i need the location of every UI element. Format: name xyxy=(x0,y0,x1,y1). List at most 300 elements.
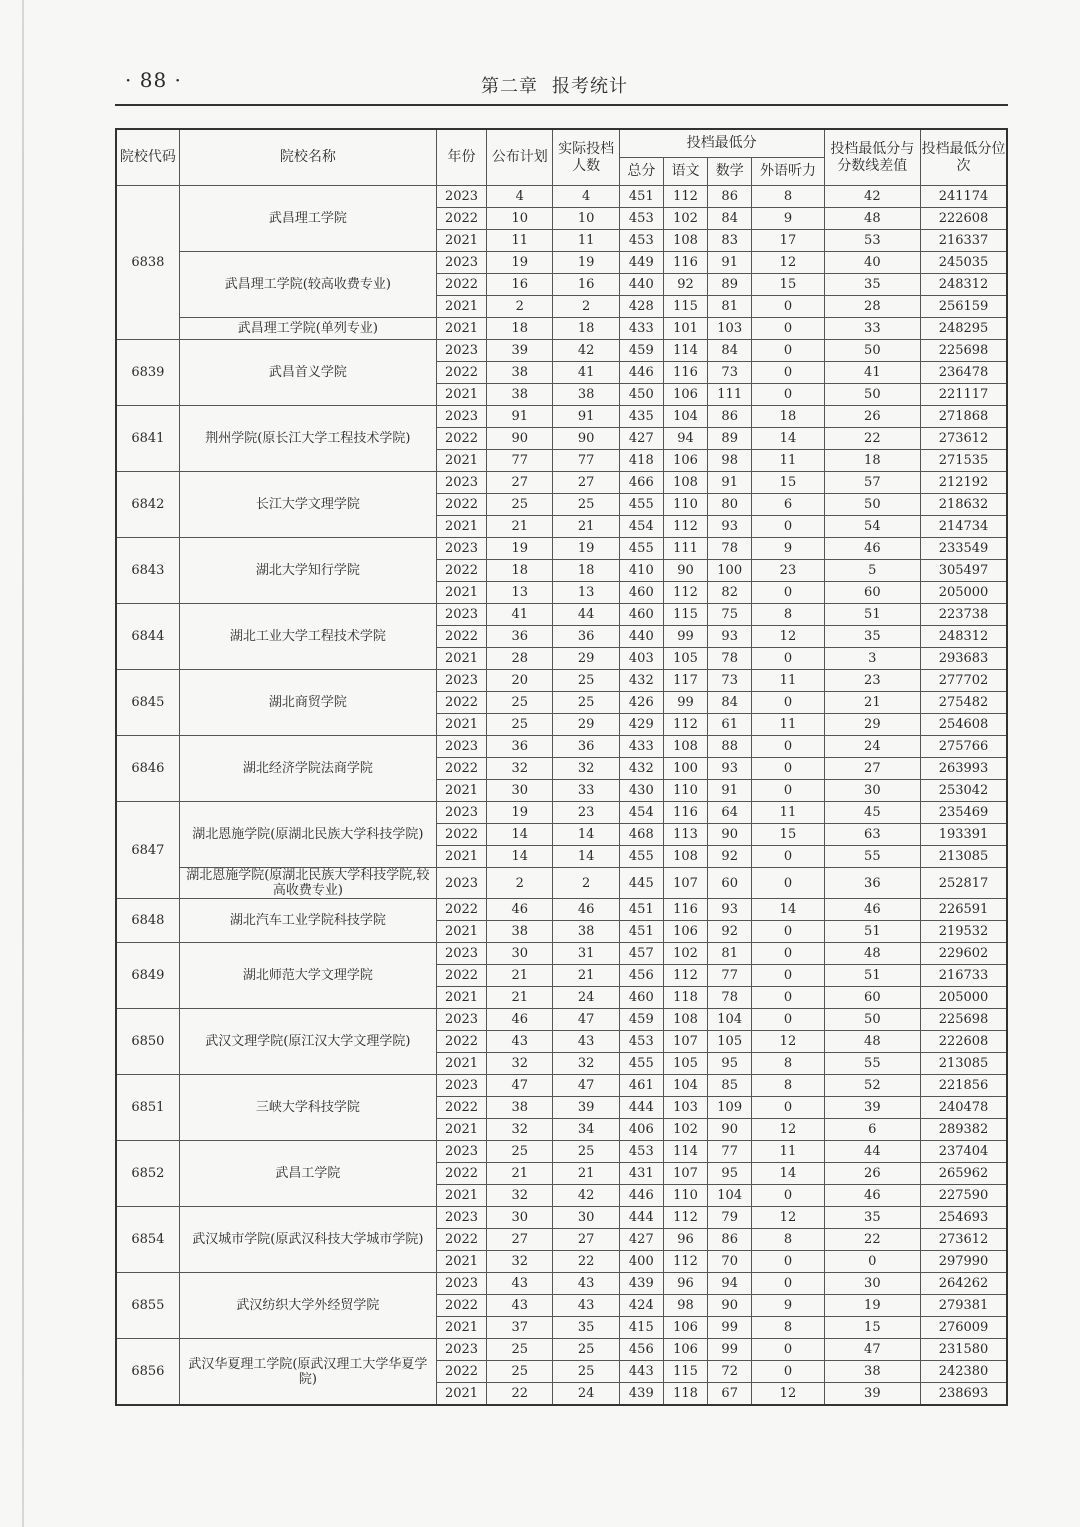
cell-total: 443 xyxy=(619,1361,663,1383)
cell-total: 451 xyxy=(619,899,663,921)
cell-rank: 213085 xyxy=(921,1053,1007,1075)
cell-math: 78 xyxy=(708,987,752,1009)
cell-rank: 293683 xyxy=(921,648,1007,670)
cell-plan: 36 xyxy=(487,736,553,758)
table-row xyxy=(116,318,1007,340)
cell-rank: 276009 xyxy=(921,1317,1007,1339)
table-row xyxy=(116,1207,1007,1229)
cell-year: 2022 xyxy=(436,965,486,987)
cell-chinese: 106 xyxy=(663,921,707,943)
cell-rank: 265962 xyxy=(921,1163,1007,1185)
cell-year: 2023 xyxy=(436,472,486,494)
cell-chinese: 105 xyxy=(663,648,707,670)
cell-math: 90 xyxy=(708,824,752,846)
cell-chinese: 104 xyxy=(663,1075,707,1097)
school-name: 湖北汽车工业学院科技学院 xyxy=(179,899,436,943)
school-name: 湖北大学知行学院 xyxy=(179,538,436,604)
school-code: 6838 xyxy=(116,186,179,340)
cell-total: 426 xyxy=(619,692,663,714)
cell-rank: 223738 xyxy=(921,604,1007,626)
school-code: 6852 xyxy=(116,1141,179,1207)
cell-total: 453 xyxy=(619,1141,663,1163)
cell-math: 92 xyxy=(708,921,752,943)
cell-listening: 0 xyxy=(752,736,824,758)
cell-year: 2021 xyxy=(436,846,486,868)
cell-chinese: 118 xyxy=(663,987,707,1009)
cell-math: 72 xyxy=(708,1361,752,1383)
cell-year: 2021 xyxy=(436,516,486,538)
cell-plan: 32 xyxy=(487,1053,553,1075)
cell-year: 2023 xyxy=(436,670,486,692)
cell-listening: 14 xyxy=(752,1163,824,1185)
cell-chinese: 116 xyxy=(663,362,707,384)
cell-plan: 41 xyxy=(487,604,553,626)
cell-chinese: 107 xyxy=(663,1031,707,1053)
cell-chinese: 111 xyxy=(663,538,707,560)
cell-listening: 0 xyxy=(752,965,824,987)
cell-total: 459 xyxy=(619,1009,663,1031)
cell-rank: 275482 xyxy=(921,692,1007,714)
cell-plan: 11 xyxy=(487,230,553,252)
cell-diff: 26 xyxy=(824,1163,920,1185)
cell-year: 2021 xyxy=(436,384,486,406)
cell-total: 454 xyxy=(619,802,663,824)
cell-diff: 3 xyxy=(824,648,920,670)
cell-rank: 256159 xyxy=(921,296,1007,318)
cell-year: 2022 xyxy=(436,1163,486,1185)
cell-actual: 27 xyxy=(553,472,619,494)
cell-rank: 273612 xyxy=(921,428,1007,450)
cell-diff: 29 xyxy=(824,714,920,736)
cell-rank: 222608 xyxy=(921,1031,1007,1053)
cell-actual: 36 xyxy=(553,626,619,648)
cell-plan: 38 xyxy=(487,384,553,406)
cell-actual: 90 xyxy=(553,428,619,450)
cell-listening: 12 xyxy=(752,1031,824,1053)
cell-diff: 21 xyxy=(824,692,920,714)
cell-total: 451 xyxy=(619,921,663,943)
cell-total: 456 xyxy=(619,1339,663,1361)
cell-plan: 25 xyxy=(487,1141,553,1163)
cell-math: 88 xyxy=(708,736,752,758)
cell-total: 455 xyxy=(619,846,663,868)
cell-diff: 22 xyxy=(824,1229,920,1251)
cell-rank: 305497 xyxy=(921,560,1007,582)
cell-plan: 43 xyxy=(487,1295,553,1317)
cell-total: 457 xyxy=(619,943,663,965)
cell-diff: 6 xyxy=(824,1119,920,1141)
cell-diff: 50 xyxy=(824,340,920,362)
cell-math: 79 xyxy=(708,1207,752,1229)
cell-plan: 19 xyxy=(487,802,553,824)
cell-year: 2021 xyxy=(436,921,486,943)
cell-listening: 9 xyxy=(752,1295,824,1317)
cell-total: 433 xyxy=(619,318,663,340)
cell-plan: 30 xyxy=(487,780,553,802)
cell-diff: 27 xyxy=(824,758,920,780)
cell-chinese: 114 xyxy=(663,1141,707,1163)
cell-math: 93 xyxy=(708,899,752,921)
table-row xyxy=(116,604,1007,626)
cell-chinese: 108 xyxy=(663,736,707,758)
cell-math: 95 xyxy=(708,1053,752,1075)
cell-chinese: 112 xyxy=(663,186,707,208)
page-header xyxy=(115,66,1008,106)
cell-chinese: 102 xyxy=(663,1119,707,1141)
cell-plan: 39 xyxy=(487,340,553,362)
cell-chinese: 112 xyxy=(663,516,707,538)
cell-math: 84 xyxy=(708,692,752,714)
table-row xyxy=(116,868,1007,899)
cell-chinese: 100 xyxy=(663,758,707,780)
cell-diff: 26 xyxy=(824,406,920,428)
cell-plan: 47 xyxy=(487,1075,553,1097)
cell-total: 440 xyxy=(619,274,663,296)
cell-year: 2023 xyxy=(436,252,486,274)
cell-listening: 0 xyxy=(752,1273,824,1295)
table-row xyxy=(116,899,1007,921)
cell-rank: 237404 xyxy=(921,1141,1007,1163)
cell-rank: 253042 xyxy=(921,780,1007,802)
cell-math: 61 xyxy=(708,714,752,736)
binding-edge xyxy=(22,0,24,1527)
cell-year: 2021 xyxy=(436,987,486,1009)
cell-rank: 212192 xyxy=(921,472,1007,494)
cell-chinese: 115 xyxy=(663,1361,707,1383)
cell-year: 2023 xyxy=(436,943,486,965)
school-name: 湖北恩施学院(原湖北民族大学科技学院,较高收费专业) xyxy=(179,868,436,899)
cell-plan: 4 xyxy=(487,186,553,208)
cell-math: 89 xyxy=(708,274,752,296)
cell-rank: 225698 xyxy=(921,340,1007,362)
cell-rank: 271868 xyxy=(921,406,1007,428)
cell-diff: 46 xyxy=(824,538,920,560)
cell-actual: 19 xyxy=(553,252,619,274)
cell-rank: 252817 xyxy=(921,868,1007,899)
cell-math: 84 xyxy=(708,208,752,230)
cell-rank: 248295 xyxy=(921,318,1007,340)
cell-rank: 222608 xyxy=(921,208,1007,230)
cell-rank: 221856 xyxy=(921,1075,1007,1097)
school-code: 6839 xyxy=(116,340,179,406)
cell-listening: 8 xyxy=(752,1075,824,1097)
cell-rank: 205000 xyxy=(921,987,1007,1009)
cell-actual: 31 xyxy=(553,943,619,965)
cell-total: 446 xyxy=(619,1185,663,1207)
cell-listening: 9 xyxy=(752,208,824,230)
school-code: 6850 xyxy=(116,1009,179,1075)
cell-total: 444 xyxy=(619,1207,663,1229)
school-code: 6855 xyxy=(116,1273,179,1339)
cell-year: 2023 xyxy=(436,736,486,758)
cell-rank: 242380 xyxy=(921,1361,1007,1383)
cell-math: 73 xyxy=(708,362,752,384)
cell-listening: 0 xyxy=(752,1339,824,1361)
school-code: 6843 xyxy=(116,538,179,604)
cell-actual: 43 xyxy=(553,1031,619,1053)
table-body xyxy=(116,186,1007,1406)
cell-rank: 275766 xyxy=(921,736,1007,758)
cell-diff: 52 xyxy=(824,1075,920,1097)
cell-diff: 45 xyxy=(824,802,920,824)
cell-year: 2021 xyxy=(436,1251,486,1273)
cell-listening: 0 xyxy=(752,921,824,943)
cell-total: 454 xyxy=(619,516,663,538)
cell-math: 70 xyxy=(708,1251,752,1273)
cell-diff: 50 xyxy=(824,384,920,406)
cell-actual: 47 xyxy=(553,1075,619,1097)
chapter-label: 第二章 xyxy=(481,76,538,97)
table-row xyxy=(116,736,1007,758)
cell-chinese: 90 xyxy=(663,560,707,582)
school-code: 6845 xyxy=(116,670,179,736)
cell-diff: 46 xyxy=(824,899,920,921)
cell-listening: 15 xyxy=(752,472,824,494)
cell-chinese: 98 xyxy=(663,1295,707,1317)
cell-listening: 11 xyxy=(752,450,824,472)
cell-plan: 21 xyxy=(487,516,553,538)
cell-plan: 25 xyxy=(487,1339,553,1361)
cell-rank: 254608 xyxy=(921,714,1007,736)
cell-year: 2022 xyxy=(436,362,486,384)
cell-diff: 0 xyxy=(824,1251,920,1273)
cell-math: 89 xyxy=(708,428,752,450)
cell-math: 73 xyxy=(708,670,752,692)
cell-chinese: 112 xyxy=(663,1207,707,1229)
cell-actual: 19 xyxy=(553,538,619,560)
cell-rank: 236478 xyxy=(921,362,1007,384)
cell-actual: 34 xyxy=(553,1119,619,1141)
cell-chinese: 116 xyxy=(663,252,707,274)
cell-chinese: 106 xyxy=(663,1339,707,1361)
cell-total: 468 xyxy=(619,824,663,846)
school-code: 6854 xyxy=(116,1207,179,1273)
cell-year: 2022 xyxy=(436,1361,486,1383)
cell-year: 2023 xyxy=(436,406,486,428)
cell-listening: 15 xyxy=(752,274,824,296)
cell-actual: 47 xyxy=(553,1009,619,1031)
cell-plan: 21 xyxy=(487,987,553,1009)
page-number: · 88 · xyxy=(125,68,182,92)
cell-diff: 63 xyxy=(824,824,920,846)
cell-rank: 231580 xyxy=(921,1339,1007,1361)
cell-diff: 55 xyxy=(824,846,920,868)
cell-actual: 42 xyxy=(553,340,619,362)
table-row xyxy=(116,943,1007,965)
cell-total: 431 xyxy=(619,1163,663,1185)
cell-rank: 205000 xyxy=(921,582,1007,604)
cell-chinese: 113 xyxy=(663,824,707,846)
cell-diff: 23 xyxy=(824,670,920,692)
cell-diff: 5 xyxy=(824,560,920,582)
cell-actual: 18 xyxy=(553,318,619,340)
cell-math: 104 xyxy=(708,1185,752,1207)
cell-math: 104 xyxy=(708,1009,752,1031)
cell-listening: 8 xyxy=(752,186,824,208)
cell-total: 439 xyxy=(619,1383,663,1406)
cell-plan: 30 xyxy=(487,943,553,965)
cell-year: 2021 xyxy=(436,1317,486,1339)
cell-total: 418 xyxy=(619,450,663,472)
cell-listening: 0 xyxy=(752,780,824,802)
cell-year: 2022 xyxy=(436,1031,486,1053)
cell-diff: 51 xyxy=(824,921,920,943)
school-name: 武昌首义学院 xyxy=(179,340,436,406)
cell-plan: 21 xyxy=(487,1163,553,1185)
cell-total: 459 xyxy=(619,340,663,362)
cell-chinese: 102 xyxy=(663,208,707,230)
cell-math: 103 xyxy=(708,318,752,340)
cell-math: 81 xyxy=(708,296,752,318)
cell-math: 93 xyxy=(708,626,752,648)
cell-chinese: 115 xyxy=(663,604,707,626)
cell-total: 460 xyxy=(619,604,663,626)
cell-rank: 226591 xyxy=(921,899,1007,921)
cell-diff: 50 xyxy=(824,1009,920,1031)
cell-actual: 16 xyxy=(553,274,619,296)
cell-listening: 0 xyxy=(752,1251,824,1273)
cell-year: 2022 xyxy=(436,899,486,921)
cell-total: 451 xyxy=(619,186,663,208)
cell-actual: 18 xyxy=(553,560,619,582)
cell-math: 80 xyxy=(708,494,752,516)
cell-chinese: 108 xyxy=(663,1009,707,1031)
cell-total: 456 xyxy=(619,965,663,987)
cell-math: 77 xyxy=(708,965,752,987)
cell-actual: 11 xyxy=(553,230,619,252)
cell-actual: 25 xyxy=(553,494,619,516)
cell-diff: 38 xyxy=(824,1361,920,1383)
cell-year: 2021 xyxy=(436,1119,486,1141)
school-code: 6848 xyxy=(116,899,179,943)
school-code: 6849 xyxy=(116,943,179,1009)
cell-listening: 0 xyxy=(752,758,824,780)
cell-plan: 77 xyxy=(487,450,553,472)
cell-actual: 91 xyxy=(553,406,619,428)
cell-plan: 25 xyxy=(487,692,553,714)
cell-total: 460 xyxy=(619,987,663,1009)
cell-listening: 8 xyxy=(752,604,824,626)
cell-listening: 11 xyxy=(752,1141,824,1163)
cell-actual: 25 xyxy=(553,692,619,714)
cell-rank: 193391 xyxy=(921,824,1007,846)
cell-actual: 38 xyxy=(553,384,619,406)
admission-stats-table xyxy=(115,128,1008,1406)
table-row xyxy=(116,1339,1007,1361)
cell-year: 2022 xyxy=(436,1229,486,1251)
cell-year: 2022 xyxy=(436,560,486,582)
cell-plan: 91 xyxy=(487,406,553,428)
cell-actual: 25 xyxy=(553,670,619,692)
cell-math: 82 xyxy=(708,582,752,604)
cell-chinese: 94 xyxy=(663,428,707,450)
cell-math: 78 xyxy=(708,648,752,670)
cell-actual: 41 xyxy=(553,362,619,384)
cell-total: 415 xyxy=(619,1317,663,1339)
cell-total: 453 xyxy=(619,208,663,230)
cell-total: 428 xyxy=(619,296,663,318)
cell-plan: 16 xyxy=(487,274,553,296)
cell-rank: 233549 xyxy=(921,538,1007,560)
cell-total: 424 xyxy=(619,1295,663,1317)
cell-rank: 235469 xyxy=(921,802,1007,824)
cell-year: 2023 xyxy=(436,1141,486,1163)
cell-diff: 41 xyxy=(824,362,920,384)
cell-diff: 19 xyxy=(824,1295,920,1317)
cell-actual: 25 xyxy=(553,1361,619,1383)
cell-listening: 0 xyxy=(752,1097,824,1119)
cell-plan: 43 xyxy=(487,1031,553,1053)
cell-plan: 38 xyxy=(487,921,553,943)
cell-actual: 43 xyxy=(553,1295,619,1317)
school-name: 湖北商贸学院 xyxy=(179,670,436,736)
cell-rank: 245035 xyxy=(921,252,1007,274)
cell-plan: 38 xyxy=(487,1097,553,1119)
cell-year: 2021 xyxy=(436,296,486,318)
cell-total: 433 xyxy=(619,736,663,758)
cell-total: 445 xyxy=(619,868,663,899)
school-name: 武汉华夏理工学院(原武汉理工大学华夏学院) xyxy=(179,1339,436,1406)
cell-math: 90 xyxy=(708,1295,752,1317)
cell-year: 2021 xyxy=(436,450,486,472)
cell-listening: 0 xyxy=(752,516,824,538)
cell-rank: 248312 xyxy=(921,274,1007,296)
cell-actual: 42 xyxy=(553,1185,619,1207)
cell-actual: 2 xyxy=(553,296,619,318)
cell-plan: 90 xyxy=(487,428,553,450)
cell-diff: 60 xyxy=(824,987,920,1009)
cell-listening: 12 xyxy=(752,626,824,648)
cell-diff: 55 xyxy=(824,1053,920,1075)
cell-listening: 17 xyxy=(752,230,824,252)
cell-year: 2023 xyxy=(436,604,486,626)
cell-plan: 25 xyxy=(487,1361,553,1383)
cell-actual: 44 xyxy=(553,604,619,626)
cell-year: 2023 xyxy=(436,802,486,824)
cell-chinese: 92 xyxy=(663,274,707,296)
cell-chinese: 116 xyxy=(663,802,707,824)
cell-listening: 14 xyxy=(752,428,824,450)
cell-plan: 32 xyxy=(487,758,553,780)
cell-actual: 21 xyxy=(553,1163,619,1185)
cell-actual: 21 xyxy=(553,516,619,538)
cell-plan: 18 xyxy=(487,318,553,340)
cell-chinese: 96 xyxy=(663,1229,707,1251)
col-chinese: 语文 xyxy=(663,158,707,186)
cell-rank: 241174 xyxy=(921,186,1007,208)
cell-math: 100 xyxy=(708,560,752,582)
col-actual: 实际投档人数 xyxy=(553,129,619,186)
table-row xyxy=(116,186,1007,208)
cell-listening: 8 xyxy=(752,1229,824,1251)
cell-plan: 22 xyxy=(487,1383,553,1406)
cell-rank: 218632 xyxy=(921,494,1007,516)
cell-total: 453 xyxy=(619,230,663,252)
school-name: 长江大学文理学院 xyxy=(179,472,436,538)
table-row xyxy=(116,1075,1007,1097)
cell-chinese: 112 xyxy=(663,965,707,987)
cell-rank: 213085 xyxy=(921,846,1007,868)
cell-listening: 0 xyxy=(752,846,824,868)
cell-chinese: 110 xyxy=(663,1185,707,1207)
cell-math: 105 xyxy=(708,1031,752,1053)
cell-math: 91 xyxy=(708,252,752,274)
cell-actual: 43 xyxy=(553,1273,619,1295)
cell-chinese: 110 xyxy=(663,780,707,802)
cell-rank: 254693 xyxy=(921,1207,1007,1229)
cell-actual: 2 xyxy=(553,868,619,899)
cell-chinese: 108 xyxy=(663,472,707,494)
